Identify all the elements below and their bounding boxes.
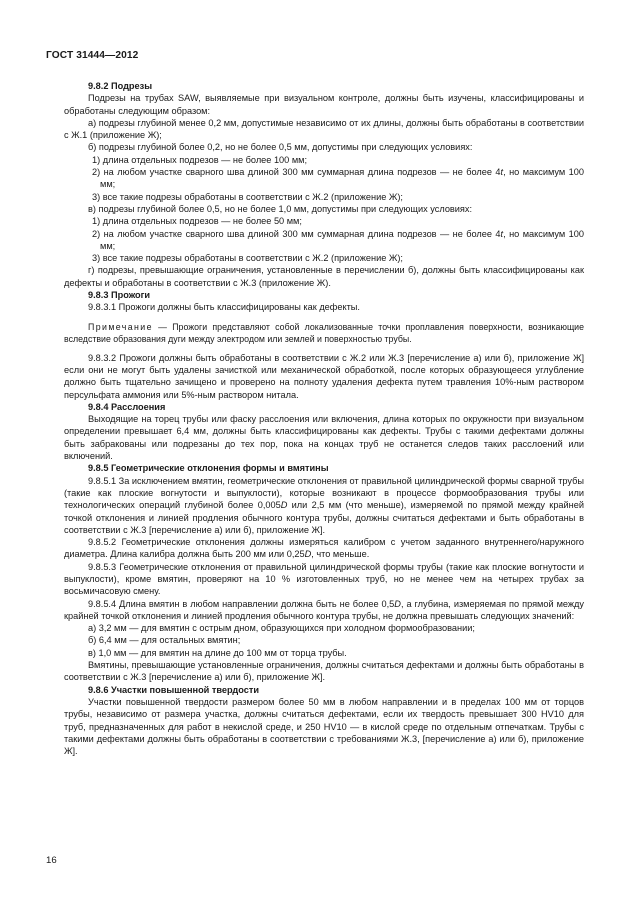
paragraph: 9.8.3.2 Прожоги должны быть обработаны в соответствии с Ж.2 или Ж.3 [перечисление а) или б), приложение Ж] если они не могут быть удалены зачисткой или механической обработкой, после которых образующееся углубление должно быть тщательно зачищено и проверено на полноту удаления дефекта путем травления 10%-ным раствором персульфата аммония или 5%-ным раствором нитала. [64,352,584,400]
section-heading-9-8-5: 9.8.5 Геометрические отклонения формы и вмятины [88,463,329,474]
list-item: а) 3,2 мм — для вмятин с острым дном, образующихся при холодном формообразовании; [88,623,475,634]
paragraph: Подрезы на трубах SAW, выявляемые при визуальном контроле, должны быть изучены, классифицированы и обработаны следующим образом: [64,93,584,116]
sub-list-item: 3) все такие подрезы обработаны в соответствии с Ж.2 (приложение Ж); [92,191,403,202]
paragraph: 9.8.5.2 Геометрические отклонения должны измеряться калибром с учетом заданного внутреннего/наружного диаметра. Длина калибра должна быть 200 мм или 0,25D, что меньше. [64,537,584,560]
sub-list-item: 1) длина отдельных подрезов — не более 100 мм; [92,154,308,165]
note-lead: Примечание [88,321,153,332]
paragraph: Вмятины, превышающие установленные ограничения, должны считаться дефектами и должны быть обработаны в соответствии с Ж.3 [перечисление а) или б), приложение Ж]. [64,660,584,683]
paragraph: Выходящие на торец трубы или фаску расслоения или включения, длина которых по окружности при визуальном определении превышает 6,4 мм, должны быть классифицированы как дефекты. Трубы с такими дефектами должны быть забракованы или подрезаны до тех пор, пока на концах труб не останется следов таких расслоений или включений. [64,414,584,462]
paragraph: 9.8.3.1 Прожоги должны быть классифицированы как дефекты. [88,302,360,313]
sub-list-item: 1) длина отдельных подрезов — не более 50 мм; [92,216,302,227]
list-item: б) подрезы глубиной более 0,2, но не более 0,5 мм, допустимы при следующих условиях: [88,142,473,153]
sub-list-item: 3) все такие подрезы обработаны в соответствии с Ж.2 (приложение Ж); [92,253,403,264]
list-item: б) 6,4 мм — для остальных вмятин; [88,635,241,646]
section-heading-9-8-6: 9.8.6 Участки повышенной твердости [88,684,259,695]
sub-list-item: 2) на любом участке сварного шва длиной 300 мм суммарная длина подрезов — не более 4t, но максимум 100 мм; [92,167,584,190]
page-number: 16 [46,855,57,866]
section-heading-9-8-3: 9.8.3 Прожоги [88,290,151,301]
paragraph: 9.8.5.4 Длина вмятин в любом направлении должна быть не более 0,5D, а глубина, измеряемая по прямой между крайней точкой отклонения и линией продления обычного контура трубы, не должна превышать следующих значений: [64,598,584,621]
list-item: в) подрезы глубиной более 0,5, но не более 1,0 мм, допустимы при следующих условиях: [88,203,473,214]
document-body [64,80,584,757]
list-item: в) 1,0 мм — для вмятин на длине до 100 мм от торца трубы. [88,647,347,658]
paragraph: Участки повышенной твердости размером более 50 мм в любом направлении и в пределах 100 мм от торцов трубы, независимо от размера участка, должны считаться дефектами, если их твердость превышает 300 HV10 для труб, предназначенных для работ в некислой среде, и 250 HV10 — в кислой среде по отдельным отпечаткам. Трубы с такими дефектами должны быть обработаны в соответствии с требованиями Ж.3, [перечисление а) или б), приложение Ж]. [64,696,584,757]
list-item: г) подрезы, превышающие ограничения, установленные в перечислении б), должны быть классифицированы как дефекты и обработаны в соответствии с Ж.3 (приложение Ж). [64,265,584,288]
sub-list-item: 2) на любом участке сварного шва длиной 300 мм суммарная длина подрезов — не более 4t, но максимум 100 мм; [92,228,584,251]
paragraph: 9.8.5.1 За исключением вмятин, геометрические отклонения от правильной цилиндрической формы сварной трубы (такие как плоские вогнутости и выпуклости), которые возникают в процессе формообразования трубы или технологических операций глубиной более 0,005D или 2,5 мм (что меньше), измеряемой по прямой между крайней точкой отклонения и линией продления обычного контура трубы, должны считаться дефектами и быть обработаны в соответствии с Ж.3 [перечисление а) или б), приложение Ж]. [64,475,584,535]
document-header: ГОСТ 31444—2012 [46,50,139,61]
list-item: а) подрезы глубиной менее 0,2 мм, допустимые независимо от их длины, должны быть обработаны в соответствии с Ж.1 (приложение Ж); [64,117,584,141]
paragraph: 9.8.5.3 Геометрические отклонения от правильной цилиндрической формы трубы (такие как плоские вогнутости и выпуклости), кроме вмятин, проверяют на 10 % изготовленных труб, но не менее чем на четырех трубах за восьмичасовую смену. [64,561,584,597]
section-heading-9-8-2: 9.8.2 Подрезы [88,81,153,91]
section-heading-9-8-4: 9.8.4 Расслоения [88,401,166,412]
note: Примечание — Прожоги представляют собой локализованные точки проплавления поверхности, возникающие вследствие образования дуги между электродом или землей и поверхностью трубы. [64,321,584,344]
